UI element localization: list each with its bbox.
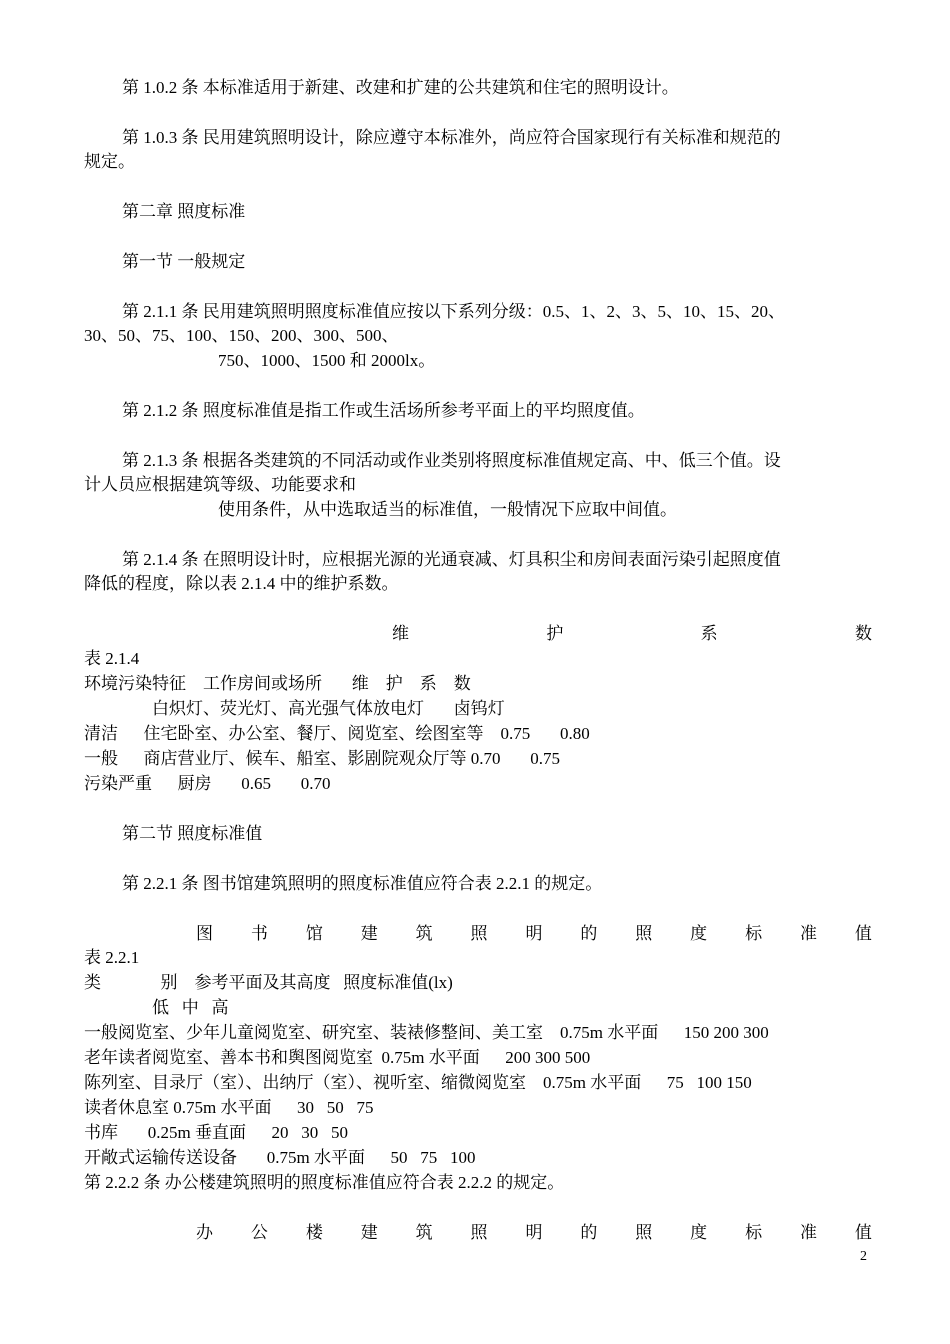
table-2-1-4-subheader: 白炽灯、荧光灯、高光强气体放电灯 卤钨灯 <box>152 699 505 718</box>
table-title-char: 照 <box>635 1223 653 1242</box>
table-row: 一般 商店营业厅、候车、船室、影剧院观众厅等 0.70 0.75 <box>84 749 560 768</box>
clause-2-1-1-cont2: 750、1000、1500 和 2000lx。 <box>218 351 436 370</box>
clause-2-1-1: 第 2.1.1 条 民用建筑照明照度标准值应按以下系列分级：0.5、1、2、3、5、10、15、20、 <box>122 302 785 321</box>
table-2-2-1-number: 表 2.2.1 <box>84 948 140 967</box>
clause-1-0-3: 第 1.0.3 条 民用建筑照明设计，除应遵守本标准外，尚应符合国家现行有关标准和规范的 <box>122 128 781 147</box>
table-title-char: 的 <box>580 1223 598 1242</box>
table-title-char: 图 <box>196 924 213 943</box>
clause-1-0-3-cont: 规定。 <box>84 152 135 171</box>
table-title-char: 值 <box>854 924 872 943</box>
table-title-char: 筑 <box>415 924 433 943</box>
table-title-char: 的 <box>580 924 598 943</box>
table-title-char: 维 <box>392 624 409 643</box>
clause-2-1-3-cont2: 使用条件，从中选取适当的标准值，一般情况下应取中间值。 <box>218 500 677 519</box>
table-title-char: 数 <box>854 624 872 643</box>
table-title-char: 准 <box>799 1223 817 1242</box>
table-row: 一般阅览室、少年儿童阅览室、研究室、装裱修整间、美工室 0.75m 水平面 150 200 300 <box>84 1023 769 1042</box>
table-title-char: 建 <box>360 1223 378 1242</box>
page-number: 2 <box>860 1249 867 1264</box>
chapter-heading: 第二章 照度标准 <box>122 202 246 221</box>
table-row: 开敞式运输传送设备 0.75m 水平面 50 75 100 <box>84 1148 476 1167</box>
clause-2-1-1-cont: 30、50、75、100、150、200、300、500、 <box>84 326 399 345</box>
table-title-char: 值 <box>854 1223 872 1242</box>
table-2-1-4-number: 表 2.1.4 <box>84 649 140 668</box>
table-title-char: 标 <box>745 924 763 943</box>
clause-2-1-3-cont: 计人员应根据建筑等级、功能要求和 <box>84 475 356 494</box>
table-title-char: 照 <box>470 924 488 943</box>
table-title-char: 明 <box>525 1223 543 1242</box>
clause-2-1-4-cont: 降低的程度，除以表 2.1.4 中的维护系数。 <box>84 574 399 593</box>
table-title-char: 筑 <box>415 1223 433 1242</box>
table-title-char: 楼 <box>305 1223 323 1242</box>
table-2-1-4-title <box>392 622 872 646</box>
table-title-char: 准 <box>799 924 817 943</box>
clause-2-1-4: 第 2.1.4 条 在照明设计时，应根据光源的光通衰减、灯具积尘和房间表面污染引起照度值 <box>122 550 781 569</box>
table-title-char: 书 <box>250 924 268 943</box>
table-title-char: 照 <box>470 1223 488 1242</box>
clause-2-2-1: 第 2.2.1 条 图书馆建筑照明的照度标准值应符合表 2.2.1 的规定。 <box>122 874 603 893</box>
table-2-2-2-title <box>196 1221 872 1245</box>
clause-2-1-2: 第 2.1.2 条 照度标准值是指工作或生活场所参考平面上的平均照度值。 <box>122 401 645 420</box>
table-row: 老年读者阅览室、善本书和舆图阅览室 0.75m 水平面 200 300 500 <box>84 1048 591 1067</box>
table-row: 读者休息室 0.75m 水平面 30 50 75 <box>84 1098 374 1117</box>
clause-2-2-2: 第 2.2.2 条 办公楼建筑照明的照度标准值应符合表 2.2.2 的规定。 <box>84 1173 565 1192</box>
table-title-char: 系 <box>700 624 718 643</box>
table-row: 陈列室、目录厅（室）、出纳厅（室）、视听室、缩微阅览室 0.75m 水平面 75 100 150 <box>84 1073 752 1092</box>
table-title-char: 标 <box>745 1223 763 1242</box>
table-title-char: 办 <box>196 1223 213 1242</box>
table-title-char: 度 <box>690 924 708 943</box>
table-2-2-1-title <box>196 922 872 946</box>
clause-2-1-3: 第 2.1.3 条 根据各类建筑的不同活动或作业类别将照度标准值规定高、中、低三个值。设 <box>122 451 781 470</box>
table-title-char: 公 <box>250 1223 268 1242</box>
table-title-char: 建 <box>360 924 378 943</box>
table-title-char: 馆 <box>305 924 323 943</box>
table-title-char: 护 <box>546 624 564 643</box>
table-row: 清洁 住宅卧室、办公室、餐厅、阅览室、绘图室等 0.75 0.80 <box>84 724 590 743</box>
table-row: 书库 0.25m 垂直面 20 30 50 <box>84 1123 348 1142</box>
clause-1-0-2: 第 1.0.2 条 本标准适用于新建、改建和扩建的公共建筑和住宅的照明设计。 <box>122 78 679 97</box>
section-heading-2: 第二节 照度标准值 <box>122 824 263 843</box>
table-title-char: 照 <box>635 924 653 943</box>
section-heading-1: 第一节 一般规定 <box>122 252 246 271</box>
table-row: 污染严重 厨房 0.65 0.70 <box>84 774 331 793</box>
table-title-char: 明 <box>525 924 543 943</box>
table-2-2-1-subheader: 低 中 高 <box>152 998 229 1017</box>
table-title-char: 度 <box>690 1223 708 1242</box>
table-2-1-4-header: 环境污染特征 工作房间或场所 维 护 系 数 <box>84 674 471 693</box>
table-2-2-1-header: 类 别 参考平面及其高度 照度标准值(lx) <box>84 973 453 992</box>
